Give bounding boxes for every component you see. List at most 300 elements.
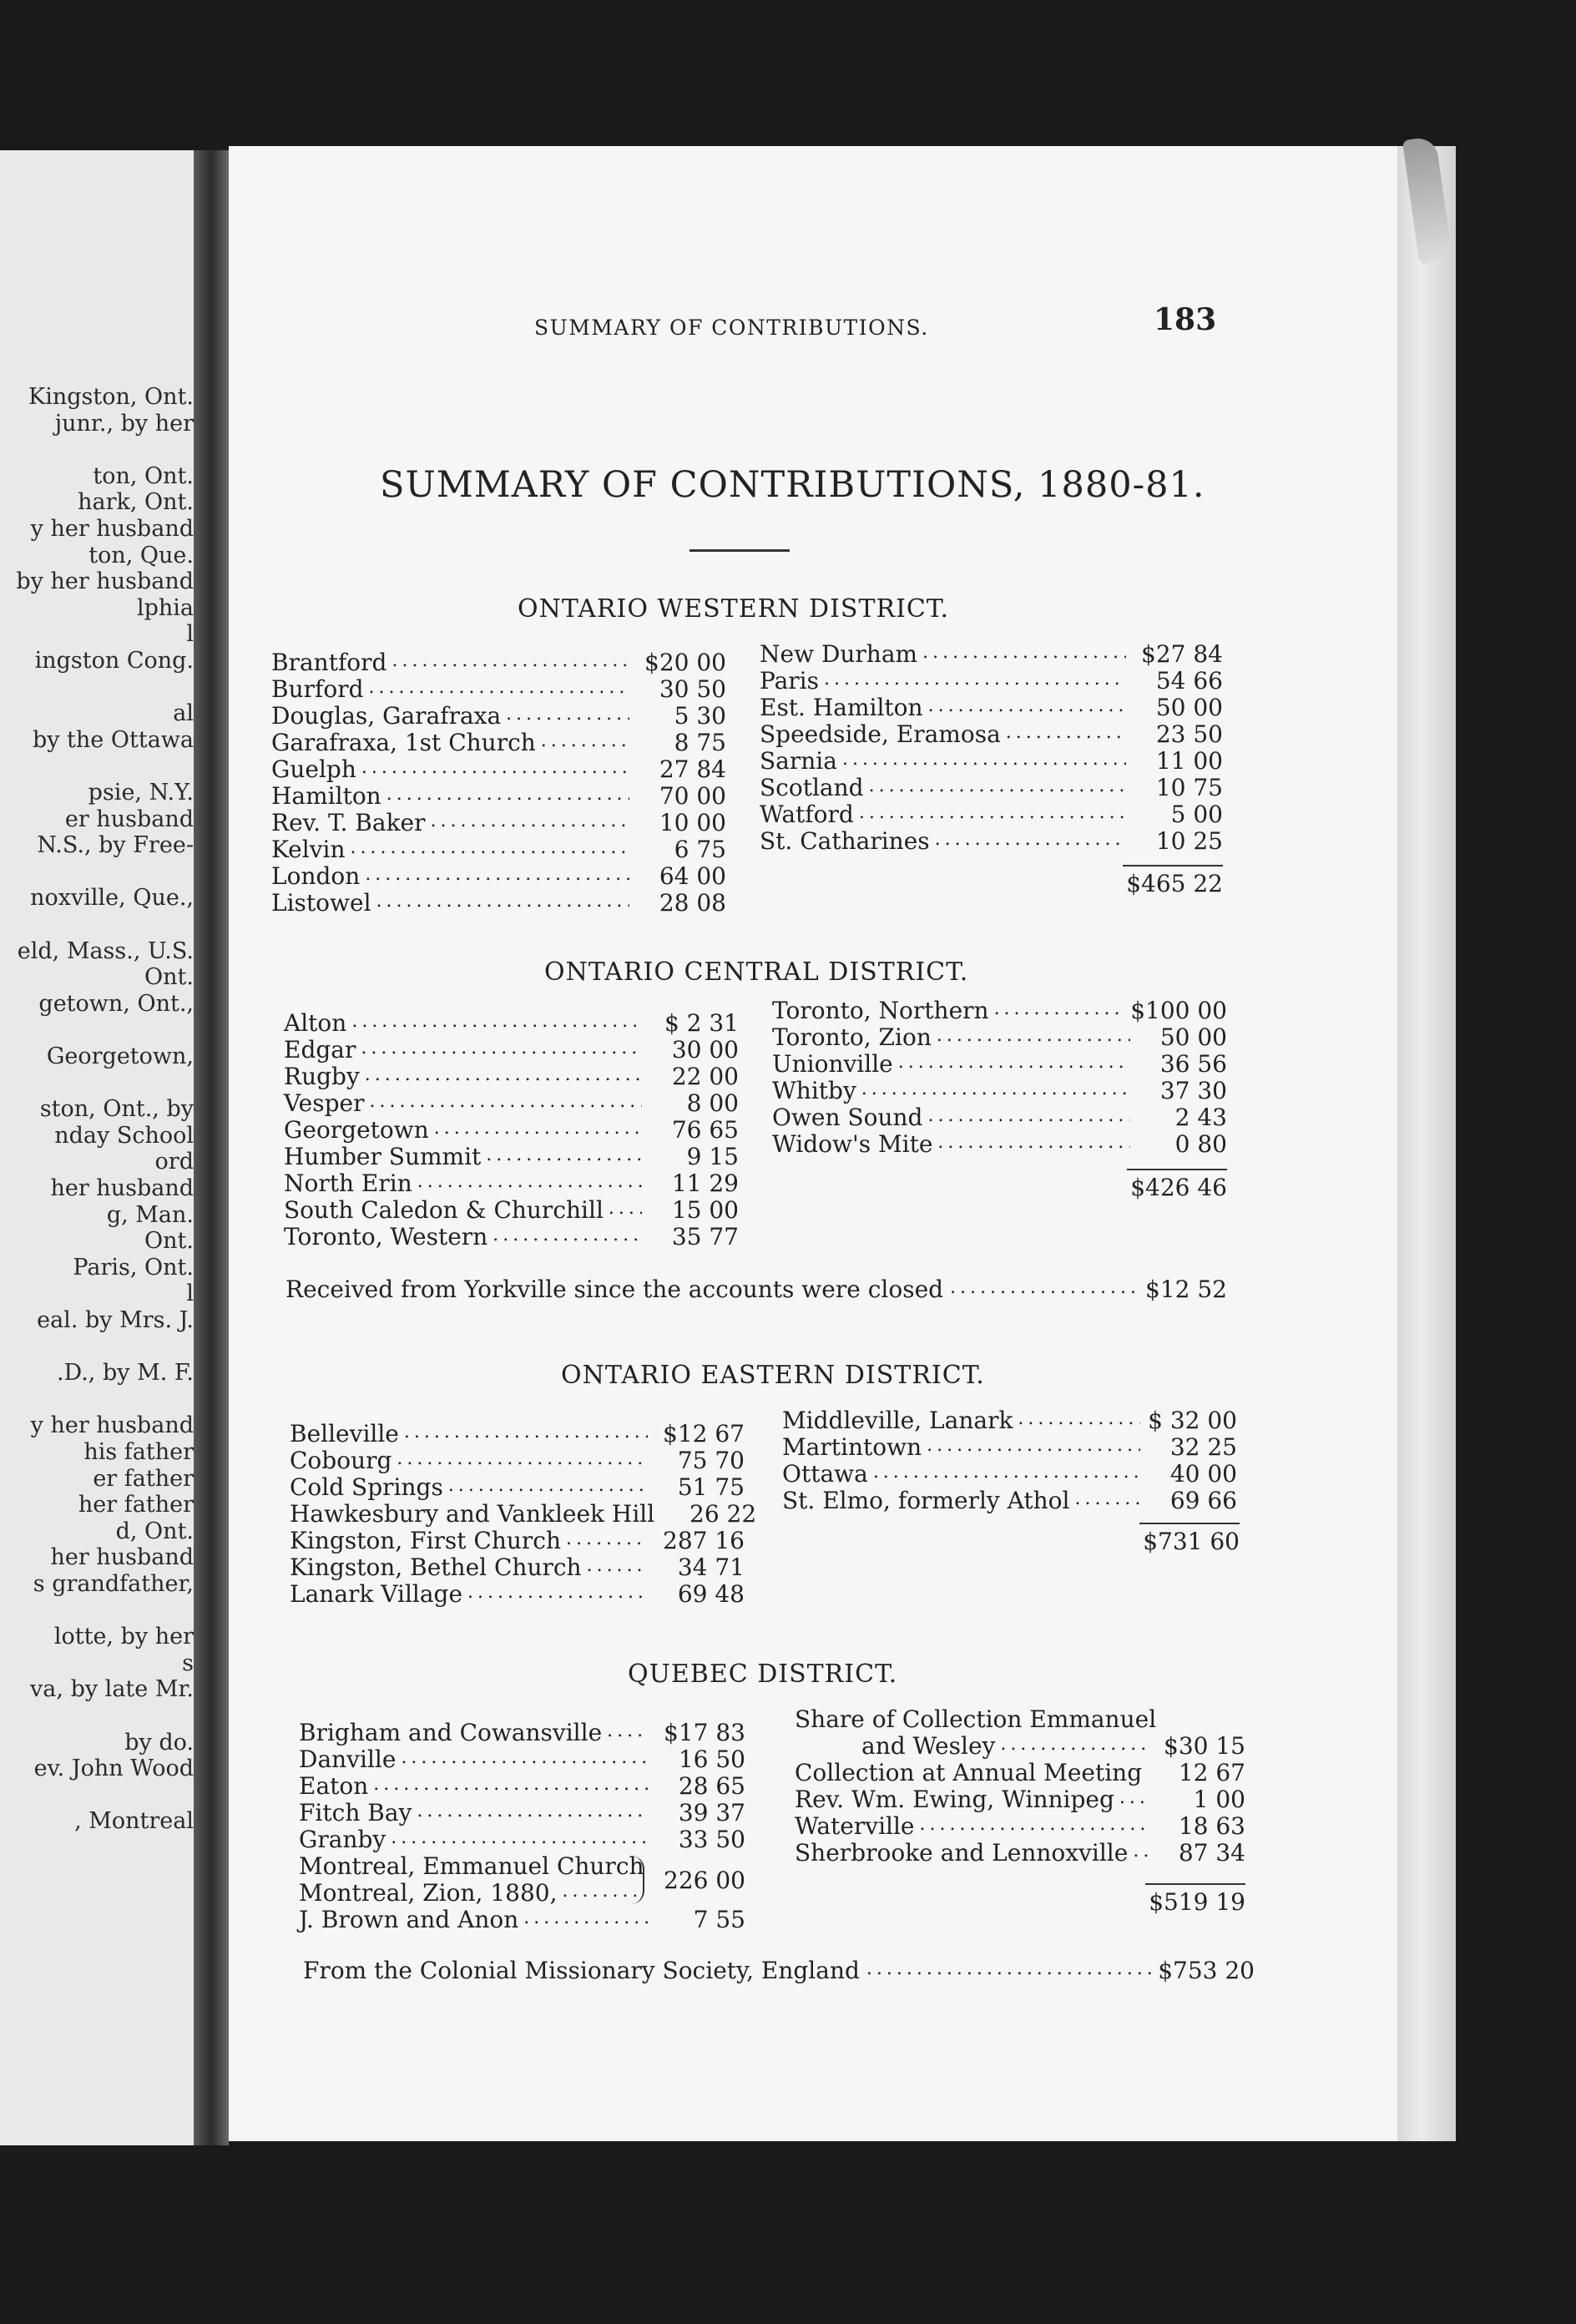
- western-left-row: [271, 863, 726, 890]
- left-page-line: Kingston, Ont.: [28, 384, 194, 410]
- eastern-left-row-amount: $12 67: [663, 1420, 745, 1447]
- central-left-row: [284, 1224, 739, 1250]
- central-left-row-amount: 8 00: [686, 1089, 739, 1117]
- western-right-row: [760, 748, 1223, 775]
- left-page-line: her husband: [50, 1544, 194, 1571]
- western-left-row: [271, 890, 726, 917]
- left-page-line: his father: [83, 1439, 194, 1465]
- quebec-left-row-name: Brigham and Cowansville: [299, 1719, 603, 1746]
- eastern-left-row: [290, 1500, 757, 1528]
- eastern-right-row-amount: 32 25: [1169, 1433, 1237, 1461]
- montreal-amount: 226 00: [664, 1867, 745, 1894]
- western-left-row-amount: 10 00: [659, 809, 726, 836]
- quebec-right-row-amount: 87 34: [1178, 1839, 1245, 1867]
- leader-dots: [869, 776, 1126, 796]
- central-left-row: [284, 1037, 739, 1063]
- leader-dots: [1006, 722, 1126, 743]
- western-left-row-name: Brantford: [271, 649, 387, 676]
- western-right-row-amount: 11 00: [1155, 747, 1223, 775]
- left-page-line: N.S., by Free-: [37, 832, 194, 859]
- page-title: SUMMARY OF CONTRIBUTIONS, 1880-81.: [380, 464, 1205, 506]
- eastern-right-row: [782, 1434, 1237, 1461]
- quebec-right-rows: [795, 1760, 1245, 1867]
- western-right-column: [760, 641, 1223, 855]
- eastern-left-row-name: Kingston, Bethel Church: [290, 1554, 582, 1581]
- central-left-row: [284, 1063, 739, 1090]
- western-right-row-name: Sarnia: [760, 747, 837, 775]
- eastern-left-row-name: Cold Springs: [290, 1473, 443, 1501]
- left-page-line: y her husband: [30, 1412, 194, 1439]
- eastern-right-row-name: St. Elmo, formerly Athol: [782, 1487, 1070, 1514]
- eastern-right-row: [782, 1488, 1237, 1514]
- western-right-row-name: Speedside, Eramosa: [760, 720, 1001, 748]
- western-right-row-name: Watford: [760, 801, 854, 828]
- book-gutter: [194, 150, 229, 2145]
- leader-dots: [376, 891, 629, 912]
- left-page-line: ingston Cong.: [34, 648, 194, 674]
- title-rule: [690, 549, 790, 552]
- quebec-right-row-name: Collection at Annual Meeting: [795, 1759, 1143, 1786]
- western-right-row-name: St. Catharines: [760, 827, 930, 855]
- leader-dots: [365, 1064, 642, 1085]
- central-right-row-amount: 50 00: [1159, 1023, 1227, 1051]
- central-right-row: [772, 998, 1227, 1024]
- western-left-row-name: Listowel: [271, 889, 371, 917]
- central-right-row-amount: 0 80: [1174, 1130, 1227, 1158]
- leader-dots: [373, 1774, 649, 1795]
- leader-dots: [391, 1827, 649, 1848]
- share-line2: and Wesley: [861, 1732, 996, 1760]
- eastern-left-row: [290, 1528, 745, 1554]
- central-right-row-name: Toronto, Northern: [772, 997, 989, 1024]
- western-left-row: [271, 783, 726, 810]
- central-right-row-name: Owen Sound: [772, 1104, 923, 1131]
- eastern-right-row-name: Martintown: [782, 1433, 922, 1461]
- leader-dots: [492, 1225, 642, 1245]
- leader-dots: [950, 1277, 1139, 1298]
- central-right-row-amount: 36 56: [1159, 1050, 1227, 1078]
- central-left-row-amount: $ 2 31: [664, 1009, 739, 1037]
- quebec-right-row: [795, 1813, 1245, 1840]
- central-left-row-name: Alton: [284, 1009, 347, 1037]
- leader-dots: [1074, 1488, 1140, 1509]
- western-left-row-name: Garafraxa, 1st Church: [271, 729, 536, 756]
- central-total-rule: [1127, 1169, 1227, 1170]
- central-left-row-name: Rugby: [284, 1063, 360, 1090]
- left-page-line: y her husband: [30, 516, 194, 542]
- western-right-row-amount: 23 50: [1155, 720, 1223, 748]
- central-district-heading: ONTARIO CENTRAL DISTRICT.: [544, 957, 969, 987]
- eastern-right-column: [782, 1407, 1237, 1514]
- western-left-row-amount: 6 75: [674, 836, 726, 863]
- central-right-row-name: Widow's Mite: [772, 1130, 933, 1158]
- eastern-left-row-amount: 287 16: [663, 1527, 745, 1554]
- western-right-row: [760, 668, 1223, 695]
- eastern-district-heading: ONTARIO EASTERN DISTRICT.: [561, 1361, 985, 1390]
- quebec-left-row: [299, 1826, 745, 1853]
- share-amount: $30 15: [1164, 1732, 1245, 1760]
- left-page-line: ev. John Wood: [33, 1756, 194, 1782]
- leader-dots: [1018, 1408, 1140, 1429]
- western-right-row-amount: 54 66: [1155, 667, 1223, 695]
- leader-dots: [361, 1038, 642, 1058]
- left-page-line: noxville, Que.,: [30, 885, 194, 912]
- quebec-left-row-amount: 33 50: [678, 1826, 745, 1853]
- eastern-left-row-name: Cobourg: [290, 1447, 392, 1474]
- quebec-left-row-name: Eaton: [299, 1772, 369, 1800]
- quebec-row-amount: 7 55: [693, 1906, 745, 1933]
- western-left-row-amount: 30 50: [659, 675, 726, 703]
- western-right-row: [760, 641, 1223, 668]
- western-left-row: [271, 703, 726, 730]
- western-left-row-amount: $20 00: [644, 649, 726, 676]
- leader-dots: [587, 1555, 648, 1576]
- central-left-row-amount: 35 77: [671, 1223, 739, 1250]
- western-right-row: [760, 828, 1223, 855]
- left-page-line: s: [182, 1650, 194, 1676]
- central-right-row-name: Whitby: [772, 1077, 856, 1104]
- eastern-total-block: [1064, 1518, 1240, 1555]
- western-left-row: [271, 649, 726, 676]
- western-left-row-amount: 8 75: [674, 729, 726, 756]
- quebec-left-row-amount: $17 83: [664, 1719, 745, 1746]
- central-left-row-name: Humber Summit: [284, 1143, 482, 1170]
- left-page-line: by do.: [124, 1729, 194, 1756]
- central-left-row-name: Edgar: [284, 1036, 356, 1063]
- left-page-line: s grandfather,: [33, 1571, 194, 1597]
- central-left-row: [284, 1170, 739, 1197]
- share-row-line1: [795, 1706, 1245, 1733]
- left-page-line: junr., by her: [54, 410, 194, 437]
- central-left-row-amount: 76 65: [671, 1116, 739, 1144]
- western-left-row-amount: 27 84: [659, 755, 726, 783]
- leader-dots: [351, 837, 630, 858]
- central-left-row-amount: 11 29: [671, 1170, 739, 1197]
- leader-dots: [431, 811, 629, 831]
- central-right-row-name: Unionville: [772, 1050, 893, 1078]
- western-right-row-amount: 10 75: [1155, 774, 1223, 801]
- central-right-row-amount: $100 00: [1130, 997, 1227, 1024]
- leader-dots: [1119, 1787, 1149, 1808]
- central-left-row: [284, 1010, 739, 1037]
- leader-dots: [386, 784, 629, 805]
- western-right-row: [760, 695, 1223, 721]
- leader-dots: [861, 1079, 1130, 1099]
- eastern-right-row-name: Middleville, Lanark: [782, 1407, 1013, 1434]
- western-left-row-name: Hamilton: [271, 782, 381, 810]
- western-left-row-name: Douglas, Garafraxa: [271, 702, 502, 730]
- left-page-line: ston, Ont., by: [39, 1096, 194, 1123]
- page-number: 183: [1154, 302, 1217, 337]
- western-left-row-name: Burford: [271, 675, 364, 703]
- left-page-line: hark, Ont.: [78, 489, 194, 516]
- left-page-line: , Montreal: [74, 1808, 194, 1835]
- left-page-line: ord: [154, 1149, 194, 1175]
- quebec-left-row-amount: 16 50: [678, 1746, 745, 1773]
- western-total-block: [1052, 860, 1223, 897]
- montreal-bracket: [631, 1856, 644, 1904]
- central-right-row-amount: 37 30: [1159, 1077, 1227, 1104]
- leader-dots: [486, 1144, 642, 1165]
- leader-dots: [1000, 1734, 1149, 1755]
- left-page-line: er father: [93, 1465, 194, 1492]
- leader-dots: [927, 1105, 1130, 1126]
- left-page-line: lphia: [136, 594, 194, 621]
- western-right-row-amount: 10 25: [1155, 827, 1223, 855]
- western-right-row-amount: $27 84: [1141, 640, 1223, 668]
- colonial-text: From the Colonial Missionary Society, England: [303, 1957, 860, 1984]
- quebec-right-row-amount: 18 63: [1178, 1812, 1245, 1840]
- eastern-left-row: [290, 1554, 745, 1581]
- eastern-right-row: [782, 1461, 1237, 1488]
- left-page-line: al: [173, 700, 194, 727]
- eastern-left-row-name: Belleville: [290, 1420, 399, 1447]
- quebec-row: [299, 1907, 745, 1933]
- leader-dots: [1133, 1841, 1149, 1862]
- leader-dots: [937, 1025, 1130, 1046]
- quebec-right-row-name: Waterville: [795, 1812, 915, 1840]
- left-page-line: by the Ottawa: [32, 726, 194, 753]
- central-left-row: [284, 1117, 739, 1144]
- western-left-row-name: Rev. T. Baker: [271, 809, 426, 836]
- quebec-left-column: [299, 1720, 745, 1853]
- central-left-row-name: South Caledon & Churchill: [284, 1196, 604, 1224]
- yorkville-amount: $12 52: [1145, 1276, 1227, 1303]
- yorkville-text: Received from Yorkville since the accounts were closed: [285, 1276, 944, 1303]
- western-left-row: [271, 810, 726, 836]
- share-line1: Share of Collection Emmanuel: [795, 1705, 1157, 1733]
- western-right-row-name: Paris: [760, 667, 819, 695]
- leader-dots: [369, 677, 629, 698]
- left-page-line: Ont.: [144, 1228, 194, 1255]
- leader-dots: [937, 1132, 1130, 1153]
- share-row-line2: [795, 1733, 1245, 1760]
- leader-dots: [541, 730, 629, 751]
- left-page-line: getown, Ont.,: [38, 990, 194, 1017]
- central-right-row: [772, 1104, 1227, 1131]
- quebec-left-row-name: Danville: [299, 1746, 397, 1773]
- left-page-line: d, Ont.: [115, 1518, 194, 1544]
- eastern-right-row-amount: 69 66: [1169, 1487, 1237, 1514]
- leader-dots: [369, 1091, 642, 1112]
- central-right-row: [772, 1024, 1227, 1051]
- left-page-line: er husband: [64, 806, 194, 832]
- quebec-right-row-name: Sherbrooke and Lennoxville: [795, 1839, 1129, 1867]
- leader-dots: [873, 1462, 1140, 1483]
- eastern-total: $731 60: [1143, 1528, 1240, 1555]
- left-page-line: Georgetown,: [46, 1043, 194, 1069]
- quebec-row-name: J. Brown and Anon: [299, 1906, 519, 1933]
- leader-dots: [404, 1422, 648, 1442]
- colonial-row: [303, 1957, 1255, 1984]
- quebec-left-row-amount: 28 65: [678, 1772, 745, 1800]
- left-page-line: her husband: [50, 1175, 194, 1201]
- left-page-line: eld, Mass., U.S.: [17, 937, 194, 964]
- eastern-left-row-amount: 34 71: [677, 1554, 745, 1581]
- left-page-line: lotte, by her: [53, 1624, 194, 1650]
- western-left-row-name: London: [271, 862, 361, 890]
- western-left-row: [271, 836, 726, 863]
- central-left-row-name: Toronto, Western: [284, 1223, 488, 1250]
- western-left-row: [271, 756, 726, 783]
- colonial-amount: $753 20: [1158, 1957, 1255, 1984]
- leader-dots: [562, 1881, 636, 1902]
- leader-dots: [401, 1747, 649, 1768]
- eastern-left-row-amount: 75 70: [677, 1447, 745, 1474]
- western-right-row: [760, 721, 1223, 748]
- leader-dots: [391, 650, 629, 671]
- leader-dots: [920, 1814, 1149, 1835]
- leader-dots: [566, 1528, 648, 1549]
- eastern-left-row-amount: 26 22: [690, 1500, 757, 1528]
- central-right-row: [772, 1131, 1227, 1158]
- central-total: $426 46: [1130, 1174, 1227, 1201]
- leader-dots: [842, 749, 1126, 770]
- quebec-total-rule: [1145, 1883, 1245, 1885]
- eastern-left-row-name: Kingston, First Church: [290, 1527, 562, 1554]
- quebec-left-row-name: Granby: [299, 1826, 386, 1853]
- western-right-row-amount: 50 00: [1155, 694, 1223, 721]
- leader-dots: [935, 829, 1126, 850]
- montreal-group: [299, 1853, 745, 1933]
- central-right-row: [772, 1051, 1227, 1078]
- western-right-row-amount: 5 00: [1170, 801, 1223, 828]
- leader-dots: [609, 1198, 642, 1219]
- left-page-line: eal. by Mrs. J.: [37, 1307, 194, 1333]
- eastern-left-row: [290, 1474, 745, 1501]
- western-left-row: [271, 730, 726, 756]
- central-total-block: [1052, 1164, 1227, 1201]
- quebec-right-row: [795, 1760, 1245, 1786]
- leader-dots: [351, 1011, 642, 1032]
- eastern-left-column: [290, 1420, 757, 1608]
- left-page-line: .D., by M. F.: [56, 1360, 194, 1387]
- running-head: SUMMARY OF CONTRIBUTIONS.: [534, 316, 929, 340]
- eastern-right-row: [782, 1407, 1237, 1434]
- leader-dots: [417, 1171, 642, 1192]
- quebec-right-column: [795, 1706, 1245, 1867]
- left-page-line: her father: [78, 1492, 194, 1518]
- montreal-emmanuel-name: Montreal, Emmanuel Church: [299, 1852, 644, 1880]
- leader-dots: [417, 1801, 649, 1821]
- leader-dots: [1147, 1761, 1149, 1781]
- left-page-line: l: [186, 621, 194, 648]
- leader-dots: [859, 802, 1126, 823]
- quebec-left-row: [299, 1746, 745, 1773]
- quebec-right-row: [795, 1786, 1245, 1813]
- western-total-rule: [1123, 865, 1223, 866]
- eastern-right-row-name: Ottawa: [782, 1460, 868, 1488]
- central-left-row-name: Vesper: [284, 1089, 365, 1117]
- leader-dots: [365, 864, 629, 885]
- western-right-row-name: New Durham: [760, 640, 918, 668]
- western-left-row-amount: 28 08: [659, 889, 726, 917]
- left-page-line: psie, N.Y.: [88, 780, 194, 806]
- leader-dots: [927, 1435, 1140, 1456]
- western-right-row-name: Est. Hamilton: [760, 694, 923, 721]
- left-page-line: by her husband: [16, 568, 194, 595]
- eastern-left-row: [290, 1581, 745, 1608]
- central-left-row: [284, 1090, 739, 1117]
- quebec-left-row: [299, 1800, 745, 1826]
- western-left-column: [271, 649, 726, 917]
- leader-dots: [866, 1958, 1151, 1979]
- quebec-right-row-name: Rev. Wm. Ewing, Winnipeg: [795, 1786, 1114, 1813]
- quebec-left-row: [299, 1720, 745, 1746]
- leader-dots: [361, 757, 629, 778]
- central-right-row: [772, 1078, 1227, 1104]
- central-left-row-amount: 30 00: [671, 1036, 739, 1063]
- left-page-line: Paris, Ont.: [73, 1254, 194, 1281]
- western-left-row-name: Guelph: [271, 755, 356, 783]
- left-page-line: ton, Que.: [88, 542, 194, 568]
- montreal-zion-name: Montreal, Zion, 1880,: [299, 1879, 558, 1907]
- western-right-row: [760, 775, 1223, 801]
- left-page-line: l: [186, 1281, 194, 1307]
- leader-dots: [434, 1118, 642, 1139]
- quebec-district-heading: QUEBEC DISTRICT.: [628, 1660, 898, 1689]
- central-right-column: [772, 998, 1227, 1158]
- central-left-row-name: Georgetown: [284, 1116, 429, 1144]
- eastern-left-row: [290, 1421, 745, 1447]
- yorkville-row: [285, 1276, 1227, 1303]
- eastern-total-rule: [1139, 1523, 1240, 1524]
- western-left-row: [271, 676, 726, 703]
- quebec-left-row-name: Fitch Bay: [299, 1799, 412, 1826]
- eastern-left-row-name: Lanark Village: [290, 1580, 463, 1608]
- eastern-right-row-amount: $ 32 00: [1148, 1407, 1237, 1434]
- quebec-right-row-amount: 1 00: [1193, 1786, 1245, 1813]
- left-page-line: ton, Ont.: [93, 462, 194, 489]
- western-left-row-name: Kelvin: [271, 836, 346, 863]
- leader-dots: [467, 1582, 648, 1603]
- leader-dots: [922, 642, 1126, 663]
- eastern-right-row-amount: 40 00: [1169, 1460, 1237, 1488]
- central-left-row-name: North Erin: [284, 1170, 412, 1197]
- left-page-line: nday School: [54, 1122, 194, 1149]
- leader-dots: [607, 1720, 649, 1741]
- quebec-total-block: [1068, 1878, 1245, 1916]
- western-left-row-amount: 5 30: [674, 702, 726, 730]
- central-left-column: [284, 1010, 739, 1250]
- left-page-line: Ont.: [144, 964, 194, 991]
- central-right-row-name: Toronto, Zion: [772, 1023, 932, 1051]
- leader-dots: [824, 669, 1126, 690]
- quebec-left-row: [299, 1773, 745, 1800]
- leader-dots: [898, 1052, 1130, 1073]
- leader-dots: [448, 1475, 648, 1496]
- left-page-line: g, Man.: [106, 1201, 194, 1228]
- central-left-row-amount: 22 00: [671, 1063, 739, 1090]
- leader-dots: [397, 1448, 648, 1469]
- leader-dots: [523, 1907, 649, 1928]
- central-left-row-amount: 15 00: [671, 1196, 739, 1224]
- quebec-right-row: [795, 1840, 1245, 1867]
- quebec-right-row-amount: 12 67: [1178, 1759, 1245, 1786]
- left-facing-page: [0, 150, 194, 2145]
- eastern-left-row-amount: 69 48: [677, 1580, 745, 1608]
- central-left-row: [284, 1144, 739, 1170]
- leader-dots: [506, 704, 629, 725]
- eastern-left-row-name: Hawkesbury and Vankleek Hill: [290, 1500, 655, 1528]
- leader-dots: [994, 998, 1126, 1019]
- left-page-line: va, by late Mr.: [30, 1676, 194, 1703]
- western-district-heading: ONTARIO WESTERN DISTRICT.: [518, 594, 950, 624]
- quebec-left-row-amount: 39 37: [678, 1799, 745, 1826]
- quebec-total: $519 19: [1149, 1888, 1245, 1916]
- eastern-left-row: [290, 1447, 745, 1474]
- central-right-row-amount: 2 43: [1174, 1104, 1227, 1131]
